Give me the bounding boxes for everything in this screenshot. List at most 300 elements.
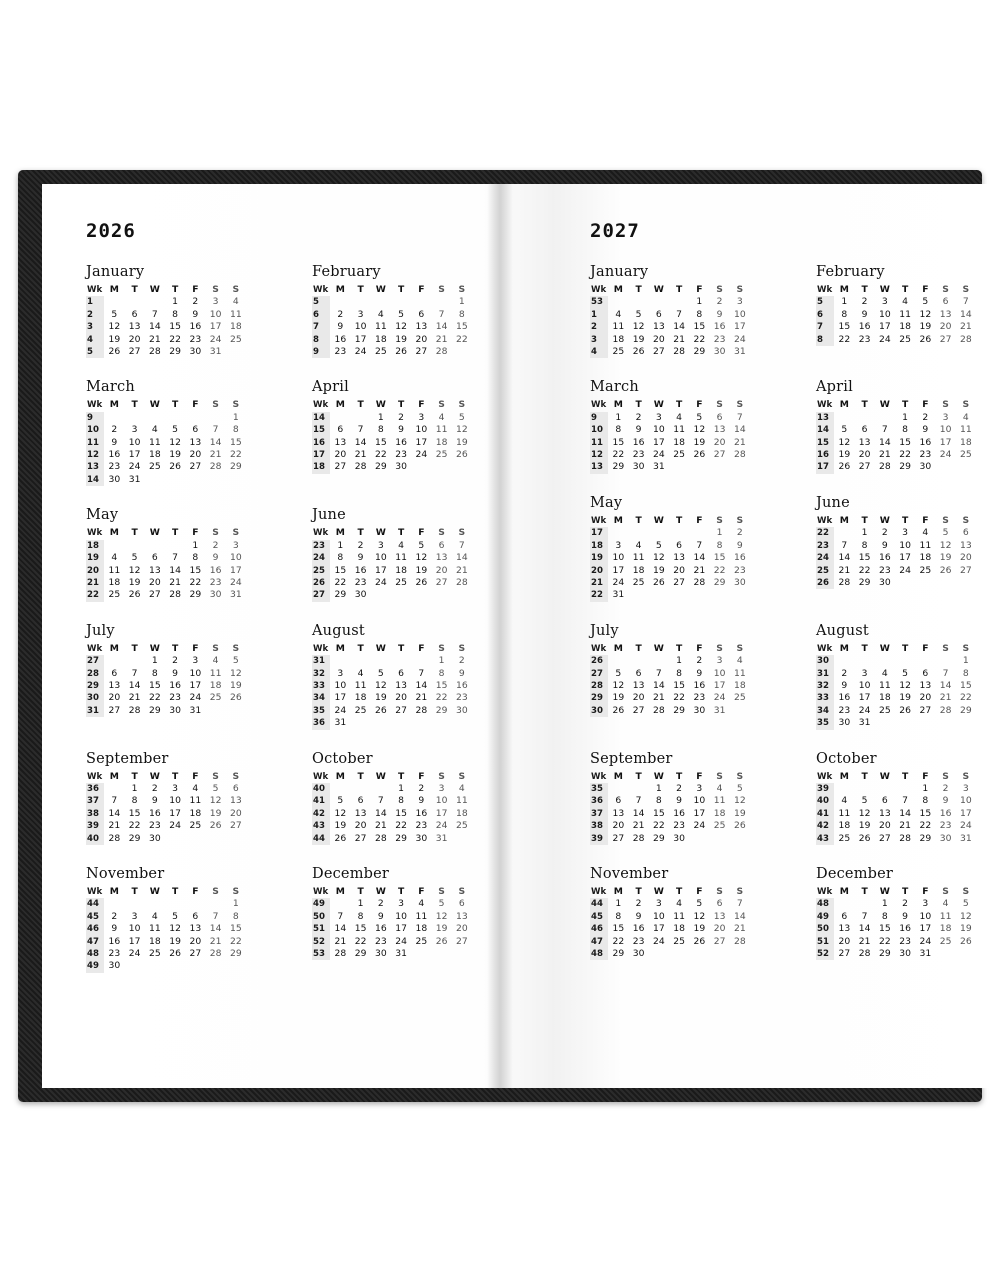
day-cell[interactable]: 15 — [673, 679, 685, 691]
day-cell[interactable]: 21 — [128, 692, 141, 704]
day-cell[interactable]: 12 — [612, 679, 625, 691]
day-cell[interactable]: 26 — [230, 692, 242, 704]
day-cell[interactable]: 15 — [612, 923, 625, 935]
day-cell[interactable]: 28 — [899, 832, 911, 844]
day-cell[interactable]: 22 — [334, 576, 347, 588]
day-cell[interactable]: 5 — [696, 411, 703, 423]
day-cell[interactable]: 11 — [960, 424, 972, 436]
day-cell[interactable]: 2 — [357, 539, 364, 551]
day-cell[interactable]: 18 — [148, 449, 161, 461]
day-cell[interactable]: 12 — [858, 807, 871, 819]
day-cell[interactable]: 3 — [418, 411, 425, 423]
day-cell[interactable]: 1 — [172, 296, 179, 308]
day-cell[interactable]: 19 — [919, 321, 932, 333]
day-cell[interactable]: 8 — [232, 424, 239, 436]
day-cell[interactable]: 12 — [693, 424, 706, 436]
day-cell[interactable]: 27 — [334, 461, 347, 473]
day-cell[interactable]: 14 — [374, 807, 387, 819]
day-cell[interactable]: 5 — [131, 552, 138, 564]
day-cell[interactable]: 14 — [673, 321, 685, 333]
day-cell[interactable]: 9 — [635, 910, 642, 922]
day-cell[interactable]: 1 — [615, 411, 622, 423]
day-cell[interactable]: 26 — [169, 461, 181, 473]
day-cell[interactable]: 10 — [919, 910, 932, 922]
day-cell[interactable]: 18 — [189, 807, 202, 819]
day-cell[interactable]: 15 — [838, 321, 851, 333]
day-cell[interactable]: 24 — [189, 692, 202, 704]
day-cell[interactable]: 13 — [673, 552, 685, 564]
day-cell[interactable]: 17 — [374, 564, 387, 576]
day-cell[interactable]: 16 — [108, 449, 121, 461]
day-cell[interactable]: 12 — [919, 308, 932, 320]
day-cell[interactable]: 19 — [652, 564, 665, 576]
day-cell[interactable]: 9 — [736, 539, 743, 551]
day-cell[interactable]: 21 — [652, 692, 665, 704]
day-cell[interactable]: 3 — [212, 296, 219, 308]
day-cell[interactable]: 27 — [632, 704, 645, 716]
day-cell[interactable]: 24 — [128, 461, 141, 473]
day-cell[interactable]: 11 — [673, 910, 685, 922]
day-cell[interactable]: 24 — [939, 449, 952, 461]
day-cell[interactable]: 7 — [438, 308, 445, 320]
day-cell[interactable]: 9 — [942, 795, 949, 807]
day-cell[interactable]: 23 — [108, 461, 121, 473]
day-cell[interactable]: 3 — [881, 296, 888, 308]
day-cell[interactable]: 17 — [354, 333, 367, 345]
day-cell[interactable]: 17 — [395, 923, 407, 935]
day-cell[interactable]: 25 — [734, 692, 746, 704]
day-cell[interactable]: 4 — [902, 296, 909, 308]
day-cell[interactable]: 7 — [212, 910, 219, 922]
day-cell[interactable]: 13 — [838, 923, 851, 935]
day-cell[interactable]: 11 — [209, 667, 222, 679]
day-cell[interactable]: 22 — [652, 820, 665, 832]
day-cell[interactable]: 30 — [148, 832, 161, 844]
day-cell[interactable]: 9 — [881, 539, 888, 551]
day-cell[interactable]: 11 — [612, 321, 625, 333]
day-cell[interactable]: 27 — [189, 461, 202, 473]
day-cell[interactable]: 19 — [838, 449, 851, 461]
day-cell[interactable]: 4 — [232, 296, 239, 308]
day-cell[interactable]: 6 — [131, 308, 138, 320]
day-cell[interactable]: 10 — [652, 910, 665, 922]
day-cell[interactable]: 13 — [395, 679, 407, 691]
day-cell[interactable]: 6 — [615, 795, 622, 807]
day-cell[interactable]: 29 — [334, 589, 347, 601]
day-cell[interactable]: 1 — [458, 296, 465, 308]
day-cell[interactable]: 13 — [713, 910, 726, 922]
day-cell[interactable]: 30 — [693, 704, 706, 716]
day-cell[interactable]: 1 — [232, 411, 239, 423]
day-cell[interactable]: 6 — [192, 424, 199, 436]
day-cell[interactable]: 27 — [713, 935, 726, 947]
day-cell[interactable]: 27 — [354, 832, 367, 844]
day-cell[interactable]: 22 — [858, 564, 871, 576]
day-cell[interactable]: 29 — [374, 461, 387, 473]
day-cell[interactable]: 30 — [838, 717, 851, 729]
day-cell[interactable]: 31 — [858, 717, 871, 729]
day-cell[interactable]: 5 — [696, 898, 703, 910]
day-cell[interactable]: 22 — [169, 333, 181, 345]
day-cell[interactable]: 15 — [230, 923, 242, 935]
day-cell[interactable]: 3 — [615, 539, 622, 551]
day-cell[interactable]: 30 — [395, 461, 407, 473]
day-cell[interactable]: 8 — [377, 424, 384, 436]
day-cell[interactable]: 1 — [615, 898, 622, 910]
day-cell[interactable]: 13 — [189, 923, 202, 935]
day-cell[interactable]: 10 — [334, 679, 347, 691]
day-cell[interactable]: 21 — [108, 820, 121, 832]
day-cell[interactable]: 20 — [713, 923, 726, 935]
day-cell[interactable]: 26 — [374, 704, 387, 716]
day-cell[interactable]: 14 — [838, 552, 851, 564]
day-cell[interactable]: 11 — [435, 424, 448, 436]
day-cell[interactable]: 12 — [128, 564, 141, 576]
day-cell[interactable]: 31 — [713, 704, 726, 716]
day-cell[interactable]: 1 — [962, 655, 969, 667]
day-cell[interactable]: 24 — [713, 692, 726, 704]
day-cell[interactable]: 4 — [962, 411, 969, 423]
day-cell[interactable]: 26 — [734, 820, 746, 832]
day-cell[interactable]: 10 — [189, 667, 202, 679]
day-cell[interactable]: 2 — [212, 539, 219, 551]
day-cell[interactable]: 15 — [612, 436, 625, 448]
day-cell[interactable]: 9 — [841, 679, 848, 691]
day-cell[interactable]: 4 — [212, 655, 219, 667]
day-cell[interactable]: 12 — [230, 667, 242, 679]
day-cell[interactable]: 11 — [230, 308, 242, 320]
day-cell[interactable]: 19 — [334, 820, 347, 832]
day-cell[interactable]: 27 — [148, 589, 161, 601]
day-cell[interactable]: 2 — [398, 411, 405, 423]
day-cell[interactable]: 13 — [435, 552, 448, 564]
day-cell[interactable]: 17 — [713, 679, 726, 691]
day-cell[interactable]: 1 — [377, 411, 384, 423]
day-cell[interactable]: 2 — [635, 411, 642, 423]
day-cell[interactable]: 18 — [838, 820, 851, 832]
day-cell[interactable]: 22 — [612, 449, 625, 461]
day-cell[interactable]: 20 — [612, 820, 625, 832]
day-cell[interactable]: 3 — [902, 527, 909, 539]
day-cell[interactable]: 17 — [919, 923, 932, 935]
day-cell[interactable]: 27 — [713, 449, 726, 461]
day-cell[interactable]: 4 — [716, 782, 723, 794]
day-cell[interactable]: 3 — [962, 782, 969, 794]
day-cell[interactable]: 21 — [632, 820, 645, 832]
day-cell[interactable]: 13 — [858, 436, 871, 448]
day-cell[interactable]: 8 — [922, 795, 929, 807]
day-cell[interactable]: 8 — [655, 795, 662, 807]
day-cell[interactable]: 7 — [377, 795, 384, 807]
day-cell[interactable]: 7 — [357, 424, 364, 436]
day-cell[interactable]: 9 — [676, 795, 683, 807]
day-cell[interactable]: 28 — [734, 935, 746, 947]
day-cell[interactable]: 19 — [960, 923, 972, 935]
day-cell[interactable]: 21 — [415, 692, 428, 704]
day-cell[interactable]: 6 — [398, 667, 405, 679]
day-cell[interactable]: 15 — [919, 807, 932, 819]
day-cell[interactable]: 2 — [172, 655, 179, 667]
day-cell[interactable]: 23 — [899, 935, 911, 947]
day-cell[interactable]: 7 — [151, 308, 158, 320]
day-cell[interactable]: 13 — [632, 679, 645, 691]
day-cell[interactable]: 7 — [337, 910, 344, 922]
day-cell[interactable]: 20 — [230, 807, 242, 819]
day-cell[interactable]: 19 — [128, 576, 141, 588]
day-cell[interactable]: 17 — [128, 449, 141, 461]
day-cell[interactable]: 30 — [108, 473, 121, 485]
day-cell[interactable]: 30 — [415, 832, 428, 844]
day-cell[interactable]: 16 — [632, 923, 645, 935]
day-cell[interactable]: 22 — [673, 692, 685, 704]
day-cell[interactable]: 11 — [673, 424, 685, 436]
day-cell[interactable]: 12 — [435, 910, 448, 922]
day-cell[interactable]: 7 — [111, 795, 118, 807]
day-cell[interactable]: 3 — [131, 424, 138, 436]
day-cell[interactable]: 11 — [632, 552, 645, 564]
day-cell[interactable]: 24 — [734, 333, 746, 345]
day-cell[interactable]: 25 — [838, 832, 851, 844]
day-cell[interactable]: 15 — [189, 564, 202, 576]
day-cell[interactable]: 4 — [111, 552, 118, 564]
day-cell[interactable]: 30 — [169, 704, 181, 716]
day-cell[interactable]: 3 — [232, 539, 239, 551]
day-cell[interactable]: 19 — [435, 923, 448, 935]
day-cell[interactable]: 31 — [612, 589, 625, 601]
day-cell[interactable]: 23 — [858, 333, 871, 345]
day-cell[interactable]: 20 — [878, 820, 891, 832]
day-cell[interactable]: 1 — [438, 655, 445, 667]
day-cell[interactable]: 15 — [652, 807, 665, 819]
day-cell[interactable]: 15 — [148, 679, 161, 691]
day-cell[interactable]: 25 — [148, 948, 161, 960]
day-cell[interactable]: 28 — [209, 461, 222, 473]
day-cell[interactable]: 8 — [676, 667, 683, 679]
day-cell[interactable]: 3 — [696, 782, 703, 794]
day-cell[interactable]: 1 — [676, 655, 683, 667]
day-cell[interactable]: 16 — [878, 552, 891, 564]
day-cell[interactable]: 20 — [435, 564, 448, 576]
day-cell[interactable]: 18 — [713, 807, 726, 819]
day-cell[interactable]: 25 — [878, 704, 891, 716]
day-cell[interactable]: 12 — [734, 795, 746, 807]
day-cell[interactable]: 14 — [148, 321, 161, 333]
day-cell[interactable]: 13 — [919, 679, 932, 691]
day-cell[interactable]: 3 — [438, 782, 445, 794]
day-cell[interactable]: 21 — [209, 449, 222, 461]
day-cell[interactable]: 19 — [209, 807, 222, 819]
day-cell[interactable]: 26 — [612, 704, 625, 716]
day-cell[interactable]: 6 — [861, 424, 868, 436]
day-cell[interactable]: 11 — [939, 910, 952, 922]
day-cell[interactable]: 13 — [456, 910, 468, 922]
day-cell[interactable]: 4 — [635, 539, 642, 551]
day-cell[interactable]: 26 — [435, 935, 448, 947]
day-cell[interactable]: 11 — [148, 436, 161, 448]
day-cell[interactable]: 3 — [337, 667, 344, 679]
day-cell[interactable]: 29 — [713, 576, 726, 588]
day-cell[interactable]: 24 — [395, 935, 407, 947]
day-cell[interactable]: 15 — [374, 436, 387, 448]
day-cell[interactable]: 5 — [861, 795, 868, 807]
day-cell[interactable]: 23 — [919, 449, 932, 461]
day-cell[interactable]: 8 — [192, 552, 199, 564]
day-cell[interactable]: 27 — [395, 704, 407, 716]
day-cell[interactable]: 28 — [734, 449, 746, 461]
day-cell[interactable]: 23 — [878, 564, 891, 576]
day-cell[interactable]: 16 — [838, 692, 851, 704]
day-cell[interactable]: 15 — [899, 436, 911, 448]
day-cell[interactable]: 28 — [878, 461, 891, 473]
day-cell[interactable]: 21 — [734, 923, 746, 935]
day-cell[interactable]: 16 — [456, 679, 468, 691]
day-cell[interactable]: 31 — [128, 473, 141, 485]
day-cell[interactable]: 31 — [734, 346, 746, 358]
day-cell[interactable]: 6 — [922, 667, 929, 679]
day-cell[interactable]: 27 — [939, 333, 952, 345]
day-cell[interactable]: 19 — [230, 679, 242, 691]
day-cell[interactable]: 28 — [334, 948, 347, 960]
day-cell[interactable]: 13 — [878, 807, 891, 819]
day-cell[interactable]: 30 — [632, 461, 645, 473]
day-cell[interactable]: 14 — [734, 424, 746, 436]
day-cell[interactable]: 22 — [612, 935, 625, 947]
day-cell[interactable]: 14 — [858, 923, 871, 935]
day-cell[interactable]: 28 — [939, 704, 952, 716]
day-cell[interactable]: 26 — [209, 820, 222, 832]
day-cell[interactable]: 18 — [919, 552, 932, 564]
day-cell[interactable]: 29 — [899, 461, 911, 473]
day-cell[interactable]: 23 — [189, 333, 202, 345]
day-cell[interactable]: 13 — [960, 539, 972, 551]
day-cell[interactable]: 13 — [189, 436, 202, 448]
day-cell[interactable]: 14 — [435, 321, 448, 333]
day-cell[interactable]: 4 — [841, 795, 848, 807]
day-cell[interactable]: 5 — [172, 424, 179, 436]
day-cell[interactable]: 28 — [374, 832, 387, 844]
day-cell[interactable]: 1 — [655, 782, 662, 794]
day-cell[interactable]: 11 — [713, 795, 726, 807]
day-cell[interactable]: 16 — [395, 436, 407, 448]
day-cell[interactable]: 4 — [736, 655, 743, 667]
day-cell[interactable]: 7 — [696, 539, 703, 551]
day-cell[interactable]: 9 — [357, 552, 364, 564]
day-cell[interactable]: 6 — [438, 539, 445, 551]
day-cell[interactable]: 23 — [939, 820, 952, 832]
day-cell[interactable]: 31 — [960, 832, 972, 844]
day-cell[interactable]: 1 — [192, 539, 199, 551]
day-cell[interactable]: 4 — [418, 898, 425, 910]
day-cell[interactable]: 29 — [878, 948, 891, 960]
day-cell[interactable]: 28 — [128, 704, 141, 716]
day-cell[interactable]: 16 — [734, 552, 746, 564]
day-cell[interactable]: 26 — [919, 333, 932, 345]
day-cell[interactable]: 31 — [209, 346, 222, 358]
day-cell[interactable]: 16 — [374, 923, 387, 935]
day-cell[interactable]: 6 — [418, 308, 425, 320]
day-cell[interactable]: 29 — [435, 704, 448, 716]
day-cell[interactable]: 29 — [858, 576, 871, 588]
day-cell[interactable]: 17 — [899, 552, 911, 564]
day-cell[interactable]: 15 — [354, 923, 367, 935]
day-cell[interactable]: 10 — [230, 552, 242, 564]
day-cell[interactable]: 26 — [693, 449, 706, 461]
day-cell[interactable]: 16 — [189, 321, 202, 333]
day-cell[interactable]: 16 — [858, 321, 871, 333]
day-cell[interactable]: 25 — [395, 576, 407, 588]
day-cell[interactable]: 15 — [334, 564, 347, 576]
day-cell[interactable]: 2 — [192, 296, 199, 308]
day-cell[interactable]: 6 — [232, 782, 239, 794]
day-cell[interactable]: 2 — [841, 667, 848, 679]
day-cell[interactable]: 9 — [111, 923, 118, 935]
day-cell[interactable]: 12 — [899, 679, 911, 691]
day-cell[interactable]: 22 — [878, 935, 891, 947]
day-cell[interactable]: 26 — [632, 346, 645, 358]
day-cell[interactable]: 17 — [734, 321, 746, 333]
day-cell[interactable]: 21 — [899, 820, 911, 832]
day-cell[interactable]: 12 — [960, 910, 972, 922]
day-cell[interactable]: 23 — [673, 820, 685, 832]
day-cell[interactable]: 21 — [209, 935, 222, 947]
day-cell[interactable]: 2 — [458, 655, 465, 667]
day-cell[interactable]: 20 — [128, 333, 141, 345]
day-cell[interactable]: 26 — [169, 948, 181, 960]
day-cell[interactable]: 13 — [108, 679, 121, 691]
day-cell[interactable]: 6 — [881, 795, 888, 807]
day-cell[interactable]: 9 — [861, 308, 868, 320]
day-cell[interactable]: 1 — [337, 539, 344, 551]
day-cell[interactable]: 20 — [334, 449, 347, 461]
day-cell[interactable]: 31 — [652, 461, 665, 473]
day-cell[interactable]: 5 — [418, 539, 425, 551]
day-cell[interactable]: 12 — [395, 321, 407, 333]
day-cell[interactable]: 17 — [652, 436, 665, 448]
day-cell[interactable]: 2 — [676, 782, 683, 794]
day-cell[interactable]: 24 — [612, 576, 625, 588]
day-cell[interactable]: 28 — [415, 704, 428, 716]
day-cell[interactable]: 28 — [108, 832, 121, 844]
day-cell[interactable]: 22 — [230, 449, 242, 461]
day-cell[interactable]: 23 — [209, 576, 222, 588]
day-cell[interactable]: 16 — [169, 679, 181, 691]
day-cell[interactable]: 30 — [456, 704, 468, 716]
day-cell[interactable]: 14 — [128, 679, 141, 691]
day-cell[interactable]: 16 — [209, 564, 222, 576]
day-cell[interactable]: 21 — [734, 436, 746, 448]
day-cell[interactable]: 22 — [354, 935, 367, 947]
day-cell[interactable]: 20 — [939, 321, 952, 333]
day-cell[interactable]: 18 — [435, 436, 448, 448]
day-cell[interactable]: 4 — [881, 667, 888, 679]
day-cell[interactable]: 27 — [456, 935, 468, 947]
day-cell[interactable]: 28 — [456, 576, 468, 588]
day-cell[interactable]: 2 — [111, 424, 118, 436]
day-cell[interactable]: 8 — [357, 910, 364, 922]
day-cell[interactable]: 12 — [415, 552, 428, 564]
day-cell[interactable]: 25 — [713, 820, 726, 832]
day-cell[interactable]: 18 — [230, 321, 242, 333]
day-cell[interactable]: 7 — [458, 539, 465, 551]
day-cell[interactable]: 4 — [377, 308, 384, 320]
day-cell[interactable]: 5 — [172, 910, 179, 922]
day-cell[interactable]: 20 — [189, 935, 202, 947]
day-cell[interactable]: 14 — [632, 807, 645, 819]
day-cell[interactable]: 28 — [148, 346, 161, 358]
day-cell[interactable]: 23 — [374, 935, 387, 947]
day-cell[interactable]: 13 — [612, 807, 625, 819]
day-cell[interactable]: 15 — [435, 679, 448, 691]
